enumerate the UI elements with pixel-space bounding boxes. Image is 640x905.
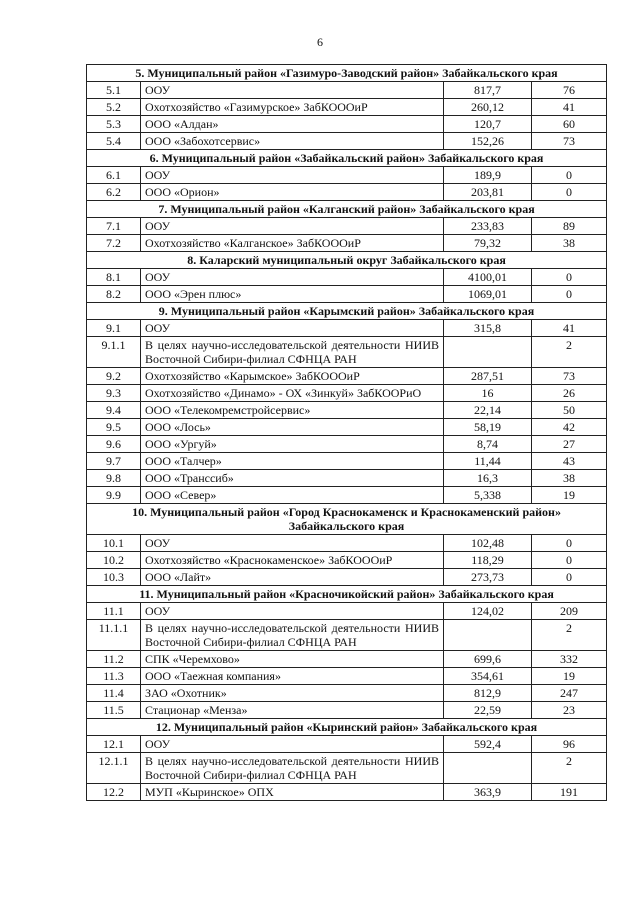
row-area: 203,81 xyxy=(444,184,532,201)
table-row xyxy=(87,702,607,719)
table-row xyxy=(87,487,607,504)
section-title: 12. Муниципальный район «Кыринский район» Забайкальского края xyxy=(87,719,607,736)
row-number: 5.3 xyxy=(87,116,141,133)
row-area: 315,8 xyxy=(444,320,532,337)
row-count: 76 xyxy=(532,82,607,99)
page-number: 6 xyxy=(317,35,323,49)
row-count: 60 xyxy=(532,116,607,133)
table-row xyxy=(87,552,607,569)
row-number: 9.5 xyxy=(87,419,141,436)
table-row xyxy=(87,286,607,303)
row-area xyxy=(444,337,532,368)
row-area: 592,4 xyxy=(444,736,532,753)
table-row xyxy=(87,99,607,116)
row-name: СПК «Черемхово» xyxy=(141,651,444,668)
row-count: 50 xyxy=(532,402,607,419)
row-area: 363,9 xyxy=(444,784,532,801)
row-number: 11.1.1 xyxy=(87,620,141,651)
row-count: 27 xyxy=(532,436,607,453)
row-number: 9.8 xyxy=(87,470,141,487)
table-row xyxy=(87,736,607,753)
row-area: 102,48 xyxy=(444,535,532,552)
row-count: 41 xyxy=(532,99,607,116)
row-name: ООО «Лайт» xyxy=(141,569,444,586)
row-number: 9.7 xyxy=(87,453,141,470)
table-row xyxy=(87,235,607,252)
row-count: 2 xyxy=(532,337,607,368)
row-number: 5.2 xyxy=(87,99,141,116)
row-area: 79,32 xyxy=(444,235,532,252)
table-row xyxy=(87,82,607,99)
row-name: В целях научно-исследовательской деятельности НИИВ Восточной Сибири-филиал СФНЦА РАН xyxy=(141,620,444,651)
table-row xyxy=(87,269,607,286)
section-title: 6. Муниципальный район «Забайкальский район» Забайкальского края xyxy=(87,150,607,167)
section-header-row xyxy=(87,252,607,269)
row-name: ООО «Телекомремстройсервис» xyxy=(141,402,444,419)
row-count: 0 xyxy=(532,286,607,303)
row-number: 9.2 xyxy=(87,368,141,385)
row-name: ООУ xyxy=(141,167,444,184)
row-count: 2 xyxy=(532,620,607,651)
table-row xyxy=(87,133,607,150)
row-name: ООУ xyxy=(141,269,444,286)
row-area: 16,3 xyxy=(444,470,532,487)
row-count: 191 xyxy=(532,784,607,801)
table-row xyxy=(87,784,607,801)
row-area: 22,59 xyxy=(444,702,532,719)
row-number: 10.3 xyxy=(87,569,141,586)
row-number: 11.3 xyxy=(87,668,141,685)
section-title: 7. Муниципальный район «Калганский район» Забайкальского края xyxy=(87,201,607,218)
row-name: Стационар «Менза» xyxy=(141,702,444,719)
hunting-grounds-table xyxy=(86,64,607,801)
row-name: В целях научно-исследовательской деятельности НИИВ Восточной Сибири-филиал СФНЦА РАН xyxy=(141,753,444,784)
row-area: 4100,01 xyxy=(444,269,532,286)
row-area: 120,7 xyxy=(444,116,532,133)
row-area: 354,61 xyxy=(444,668,532,685)
section-header-row xyxy=(87,65,607,82)
table-row xyxy=(87,603,607,620)
section-title: 8. Каларский муниципальный округ Забайкальского края xyxy=(87,252,607,269)
row-area: 152,26 xyxy=(444,133,532,150)
table-row xyxy=(87,470,607,487)
row-count: 0 xyxy=(532,552,607,569)
section-title: 10. Муниципальный район «Город Краснокаменск и Краснокаменский район» Забайкальского края xyxy=(87,504,607,535)
table-row xyxy=(87,535,607,552)
row-number: 10.2 xyxy=(87,552,141,569)
row-number: 12.1.1 xyxy=(87,753,141,784)
row-name: ООО «Алдан» xyxy=(141,116,444,133)
section-header-row xyxy=(87,719,607,736)
section-title: 11. Муниципальный район «Красночикойский район» Забайкальского края xyxy=(87,586,607,603)
table-row xyxy=(87,218,607,235)
row-name: ООО «Север» xyxy=(141,487,444,504)
row-number: 11.5 xyxy=(87,702,141,719)
table-row xyxy=(87,337,607,368)
row-area: 11,44 xyxy=(444,453,532,470)
table-row xyxy=(87,620,607,651)
row-name: ООО «Орион» xyxy=(141,184,444,201)
row-count: 0 xyxy=(532,569,607,586)
row-count: 0 xyxy=(532,269,607,286)
row-number: 11.1 xyxy=(87,603,141,620)
row-count: 2 xyxy=(532,753,607,784)
row-name: ООО «Таежная компания» xyxy=(141,668,444,685)
table-row xyxy=(87,402,607,419)
row-name: МУП «Кыринское» ОПХ xyxy=(141,784,444,801)
row-name: Охотхозяйство «Динамо» - ОХ «Зинкуй» ЗабКООРиО xyxy=(141,385,444,402)
row-area: 287,51 xyxy=(444,368,532,385)
row-area: 817,7 xyxy=(444,82,532,99)
row-count: 89 xyxy=(532,218,607,235)
row-area: 118,29 xyxy=(444,552,532,569)
row-area: 22,14 xyxy=(444,402,532,419)
section-title: 9. Муниципальный район «Карымский район» Забайкальского края xyxy=(87,303,607,320)
row-count: 43 xyxy=(532,453,607,470)
row-count: 96 xyxy=(532,736,607,753)
row-area: 8,74 xyxy=(444,436,532,453)
row-area: 260,12 xyxy=(444,99,532,116)
row-area: 189,9 xyxy=(444,167,532,184)
row-name: Охотхозяйство «Газимурское» ЗабКОООиР xyxy=(141,99,444,116)
row-count: 41 xyxy=(532,320,607,337)
row-number: 6.1 xyxy=(87,167,141,184)
row-number: 11.2 xyxy=(87,651,141,668)
row-count: 73 xyxy=(532,133,607,150)
row-count: 73 xyxy=(532,368,607,385)
table-row xyxy=(87,419,607,436)
table-row xyxy=(87,385,607,402)
row-name: ООУ xyxy=(141,218,444,235)
row-number: 8.1 xyxy=(87,269,141,286)
row-number: 7.1 xyxy=(87,218,141,235)
row-name: В целях научно-исследовательской деятельности НИИВ Восточной Сибири-филиал СФНЦА РАН xyxy=(141,337,444,368)
row-area: 16 xyxy=(444,385,532,402)
section-header-row xyxy=(87,150,607,167)
row-number: 9.9 xyxy=(87,487,141,504)
row-count: 26 xyxy=(532,385,607,402)
section-title: 5. Муниципальный район «Газимуро-Заводский район» Забайкальского края xyxy=(87,65,607,82)
row-name: Охотхозяйство «Краснокаменское» ЗабКОООиР xyxy=(141,552,444,569)
row-name: ООО «Талчер» xyxy=(141,453,444,470)
row-number: 9.1 xyxy=(87,320,141,337)
row-area: 58,19 xyxy=(444,419,532,436)
table-row xyxy=(87,320,607,337)
row-number: 9.6 xyxy=(87,436,141,453)
row-count: 23 xyxy=(532,702,607,719)
table-row xyxy=(87,116,607,133)
row-name: ООО «Транссиб» xyxy=(141,470,444,487)
row-name: Охотхозяйство «Калганское» ЗабКОООиР xyxy=(141,235,444,252)
table-row xyxy=(87,167,607,184)
row-number: 9.3 xyxy=(87,385,141,402)
section-header-row xyxy=(87,201,607,218)
table-row xyxy=(87,668,607,685)
table-body xyxy=(87,65,607,801)
table-row xyxy=(87,368,607,385)
row-number: 12.1 xyxy=(87,736,141,753)
table-row xyxy=(87,184,607,201)
section-header-row xyxy=(87,504,607,535)
row-number: 12.2 xyxy=(87,784,141,801)
row-name: ООО «Забохотсервис» xyxy=(141,133,444,150)
row-count: 19 xyxy=(532,487,607,504)
row-count: 332 xyxy=(532,651,607,668)
row-name: Охотхозяйство «Карымское» ЗабКОООиР xyxy=(141,368,444,385)
row-count: 0 xyxy=(532,167,607,184)
table-row xyxy=(87,651,607,668)
row-count: 19 xyxy=(532,668,607,685)
row-number: 9.4 xyxy=(87,402,141,419)
row-area: 233,83 xyxy=(444,218,532,235)
row-name: ООУ xyxy=(141,535,444,552)
row-number: 6.2 xyxy=(87,184,141,201)
row-name: ООУ xyxy=(141,320,444,337)
row-name: ООО «Лось» xyxy=(141,419,444,436)
row-number: 5.4 xyxy=(87,133,141,150)
row-area xyxy=(444,753,532,784)
row-count: 42 xyxy=(532,419,607,436)
row-name: ООУ xyxy=(141,82,444,99)
table-row xyxy=(87,685,607,702)
row-number: 9.1.1 xyxy=(87,337,141,368)
row-name: ООО «Эрен плюс» xyxy=(141,286,444,303)
row-count: 209 xyxy=(532,603,607,620)
row-area: 1069,01 xyxy=(444,286,532,303)
row-count: 0 xyxy=(532,184,607,201)
row-name: ЗАО «Охотник» xyxy=(141,685,444,702)
section-header-row xyxy=(87,303,607,320)
row-count: 38 xyxy=(532,235,607,252)
row-number: 7.2 xyxy=(87,235,141,252)
row-area: 699,6 xyxy=(444,651,532,668)
section-header-row xyxy=(87,586,607,603)
row-name: ООУ xyxy=(141,736,444,753)
row-area: 5,338 xyxy=(444,487,532,504)
row-area xyxy=(444,620,532,651)
row-count: 247 xyxy=(532,685,607,702)
row-count: 0 xyxy=(532,535,607,552)
row-area: 124,02 xyxy=(444,603,532,620)
table-row xyxy=(87,753,607,784)
table-row xyxy=(87,436,607,453)
row-area: 273,73 xyxy=(444,569,532,586)
row-name: ООО «Ургуй» xyxy=(141,436,444,453)
row-count: 38 xyxy=(532,470,607,487)
row-area: 812,9 xyxy=(444,685,532,702)
row-name: ООУ xyxy=(141,603,444,620)
row-number: 11.4 xyxy=(87,685,141,702)
row-number: 5.1 xyxy=(87,82,141,99)
row-number: 8.2 xyxy=(87,286,141,303)
table-row xyxy=(87,569,607,586)
row-number: 10.1 xyxy=(87,535,141,552)
table-row xyxy=(87,453,607,470)
